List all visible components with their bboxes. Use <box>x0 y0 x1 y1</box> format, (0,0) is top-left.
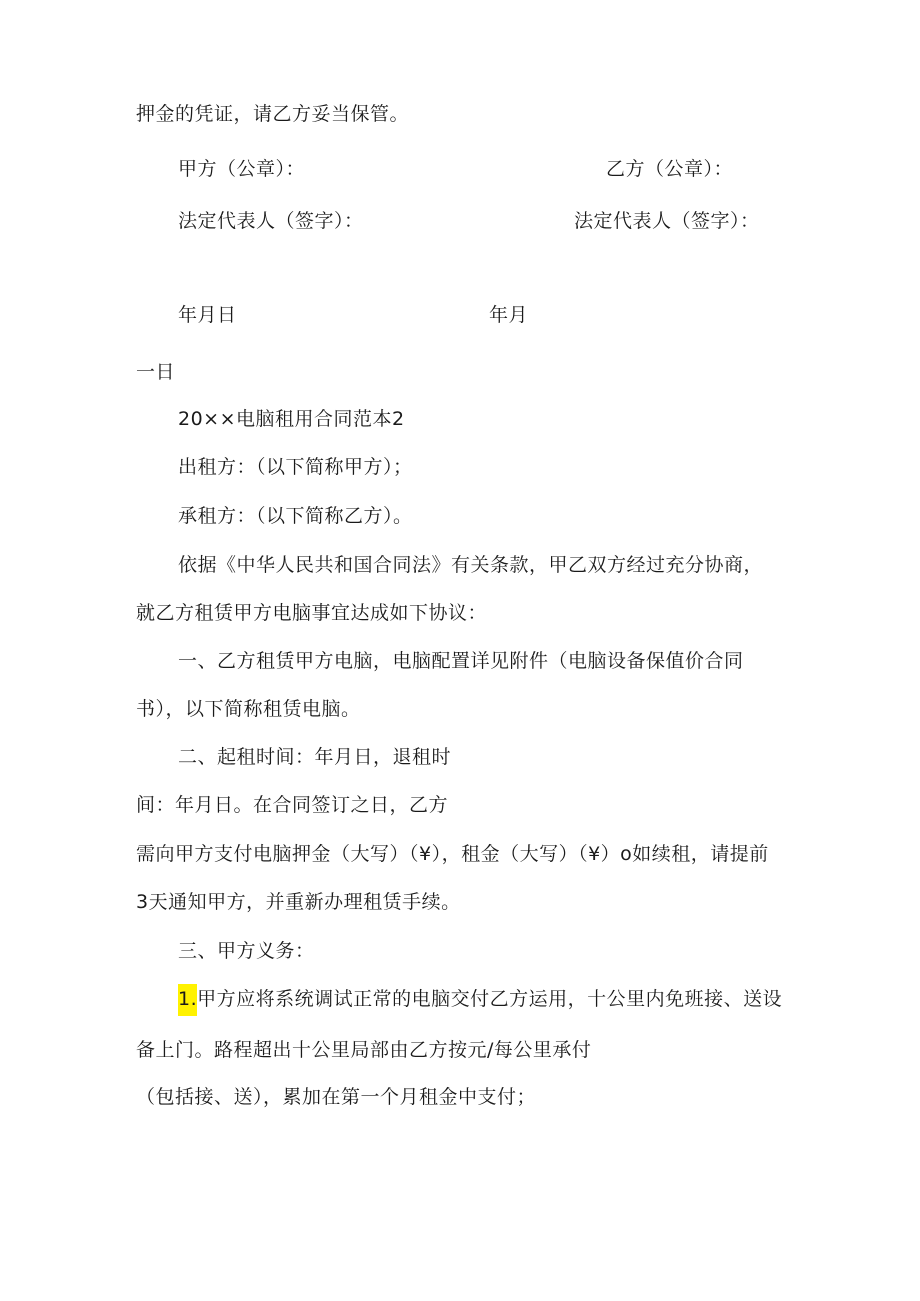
clause-3-1-line-2: 备上门。路程超出十公里局部由乙方按元/每公里承付 <box>136 1039 592 1061</box>
clause-3-1-line-1 <box>178 990 782 1009</box>
clause-1-line-1: 一、乙方租赁甲方电脑，电脑配置详见附件（电脑设备保值价合同 <box>178 650 744 672</box>
intro-paragraph-line-1: 依据《中华人民共和国合同法》有关条款，甲乙双方经过充分协商， <box>178 554 764 576</box>
lessor-line: 出租方：（以下简称甲方）； <box>178 456 413 478</box>
contract-title: 20××电脑租用合同范本2 <box>178 408 405 430</box>
clause-1-line-2: 书），以下简称租赁电脑。 <box>136 698 361 720</box>
party-b-seal-label: 乙方（公章）： <box>606 158 734 180</box>
lessee-line: 承租方：（以下简称乙方）。 <box>178 505 413 527</box>
clause-2-line-3: 需向甲方支付电脑押金（大写）（¥），租金（大写）（¥）o如续租，请提前 <box>136 843 769 865</box>
highlighted-item-number: 1. <box>178 984 197 1016</box>
intro-paragraph-line-2: 就乙方租赁甲方电脑事宜达成如下协议： <box>136 602 488 624</box>
clause-3-1-line-3: （包括接、送），累加在第一个月租金中支付； <box>136 1086 537 1108</box>
party-b-representative-label: 法定代表人（签字）： <box>574 210 760 232</box>
party-b-date: 年月 <box>489 304 529 326</box>
clause-3-1-text: 甲方应将系统调试正常的电脑交付乙方运用，十公里内免班接、送设 <box>197 988 783 1010</box>
party-a-seal-label: 甲方（公章）： <box>178 158 306 180</box>
clause-2-line-1: 二、起租时间：年月日，退租时 <box>178 746 452 768</box>
party-a-representative-label: 法定代表人（签字）： <box>178 210 364 232</box>
clause-2-line-2: 间：年月日。在合同签订之日，乙方 <box>136 794 449 816</box>
clause-3-heading: 三、甲方义务： <box>178 940 315 962</box>
clause-2-line-4: 3天通知甲方，并重新办理租赁手续。 <box>136 891 461 913</box>
party-a-date: 年月日 <box>178 304 237 326</box>
deposit-receipt-line: 押金的凭证，请乙方妥当保管。 <box>136 103 410 125</box>
party-b-date-continued: 一日 <box>136 361 176 383</box>
